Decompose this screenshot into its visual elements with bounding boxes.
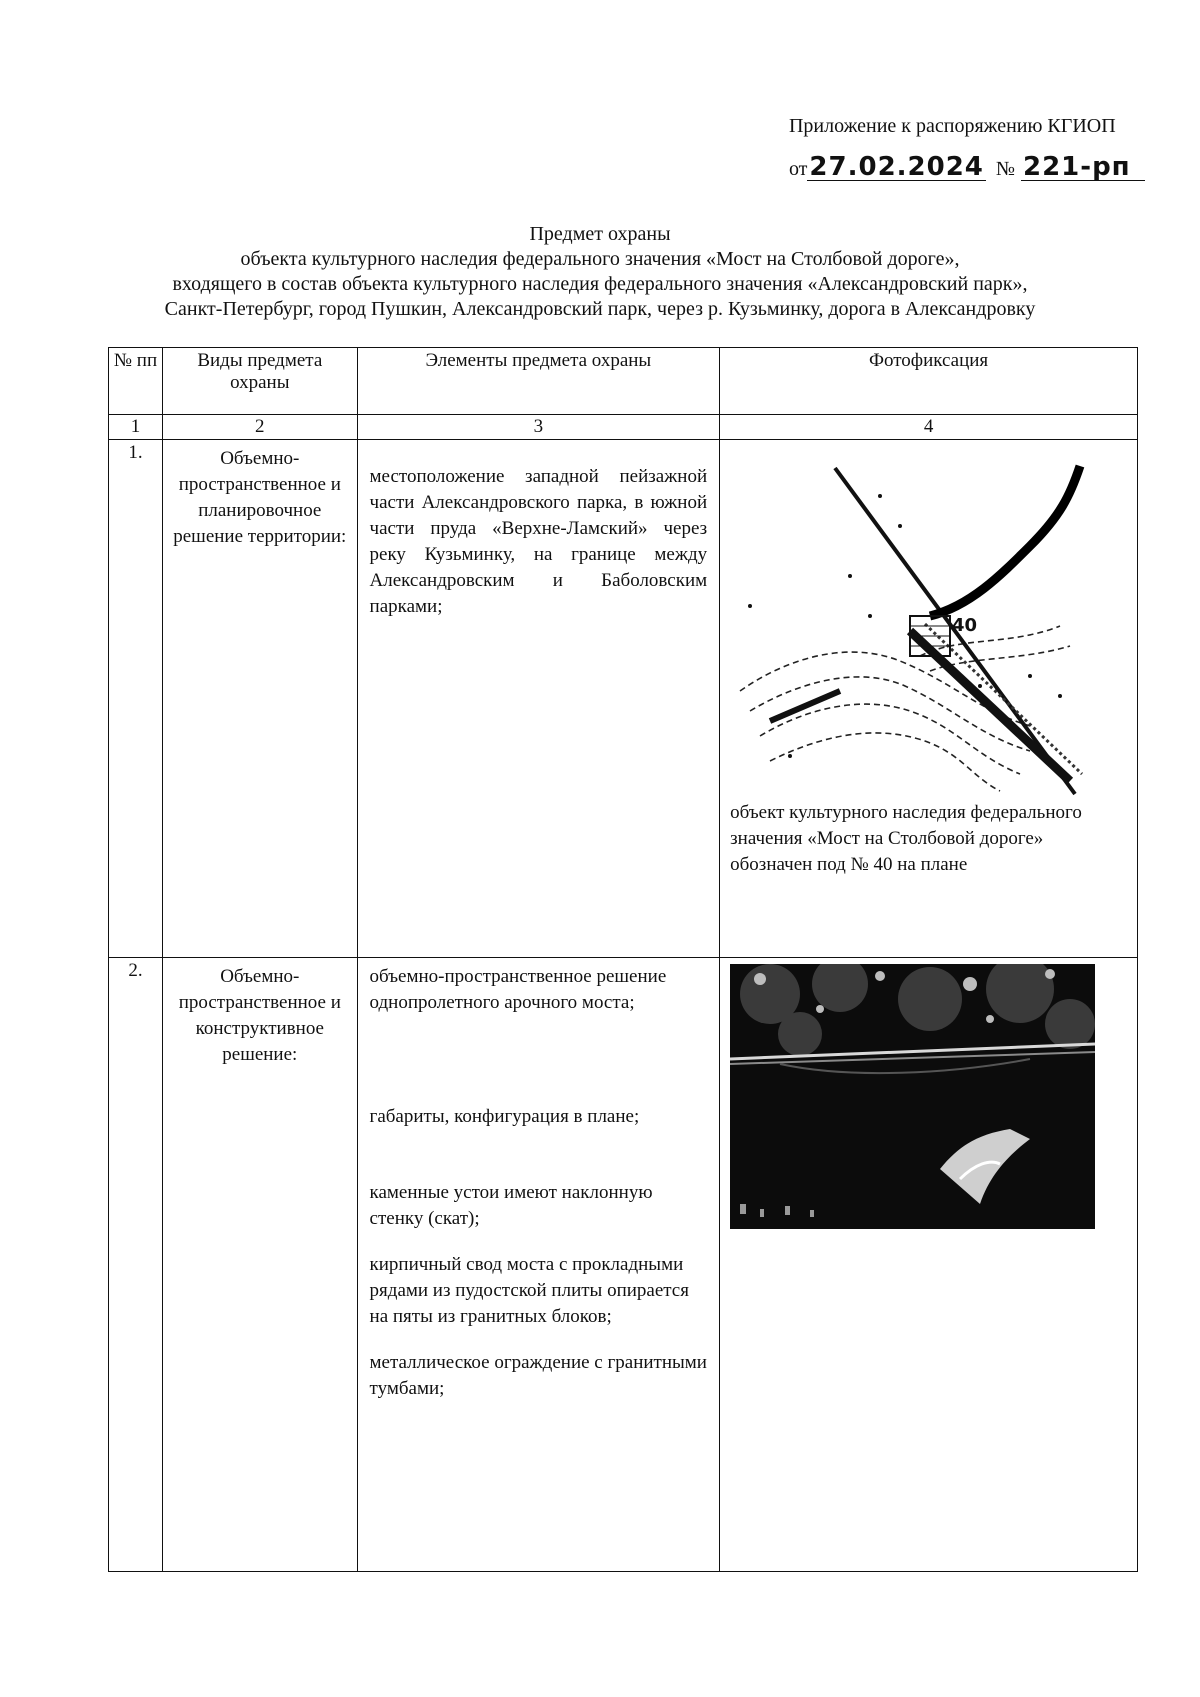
column-number: 2: [163, 414, 357, 439]
row-kind: Объемно-пространственное и планировочное решение территории:: [163, 439, 357, 957]
number-label: №: [995, 158, 1015, 180]
header-elements: Элементы предмета охраны: [357, 348, 720, 415]
column-number-row: [109, 414, 1138, 439]
header-number: № пп: [109, 348, 163, 415]
row-elements: [357, 439, 720, 957]
column-number: 3: [357, 414, 720, 439]
table-row: [109, 439, 1138, 957]
site-plan-map: [730, 456, 1100, 796]
element-text: объемно-пространственное решение однопролетного арочного моста;: [369, 965, 667, 1013]
from-label: от: [788, 158, 808, 180]
photo-cell: [720, 957, 1138, 1571]
photo-caption: объект культурного наследия федерального значения «Мост на Столбовой дороге» обозначен под № 40 на плане: [730, 801, 1082, 875]
element-text: кирпичный свод моста с прокладными рядами из пудостской плиты опирается на пяты из гранитных блоков;: [369, 1253, 689, 1327]
element-text: каменные устои имеют наклонную стенку (скат);: [369, 1181, 653, 1229]
bridge-photo: [730, 964, 1095, 1229]
appendix-header: [789, 115, 1145, 181]
table-header-row: [109, 348, 1138, 415]
title-line-2: объекта культурного наследия федерального значения «Мост на Столбовой дороге»,: [240, 248, 960, 270]
appendix-title: Приложение к распоряжению КГИОП: [788, 115, 1116, 137]
row-number: 2.: [109, 957, 163, 1571]
document-title: [0, 222, 1200, 322]
title-line-1: Предмет охраны: [529, 223, 671, 245]
row-elements: [357, 957, 720, 1571]
table-row: [109, 957, 1138, 1571]
title-line-3: входящего в состав объекта культурного наследия федерального значения «Александровский парк»,: [172, 273, 1028, 295]
order-date: 27.02.2024: [809, 152, 984, 182]
element-text: местоположение западной пейзажной части Александровского парка, в южной части пруда «Верхне-Ламский» через реку Кузьминку, на границе между Александровским и Баболовским парками;: [369, 465, 708, 617]
column-number: 1: [109, 414, 163, 439]
order-line: [789, 154, 1145, 181]
element-text: габариты, конфигурация в плане;: [369, 1105, 640, 1127]
row-number: 1.: [109, 439, 163, 957]
header-kind: Виды предмета охраны: [163, 348, 357, 415]
column-number: 4: [720, 414, 1138, 439]
photo-cell: [720, 439, 1138, 957]
element-text: металлическое ограждение с гранитными тумбами;: [369, 1351, 707, 1399]
header-photo: Фотофиксация: [720, 348, 1138, 415]
row-kind: Объемно-пространственное и конструктивное решение:: [163, 957, 357, 1571]
title-line-4: Санкт-Петербург, город Пушкин, Александровский парк, через р. Кузьминку, дорога в Александровку: [164, 298, 1036, 320]
map-object-number: 40: [952, 614, 978, 636]
order-number: 221-рп: [1021, 154, 1145, 181]
protection-subject-table: [108, 347, 1138, 1572]
